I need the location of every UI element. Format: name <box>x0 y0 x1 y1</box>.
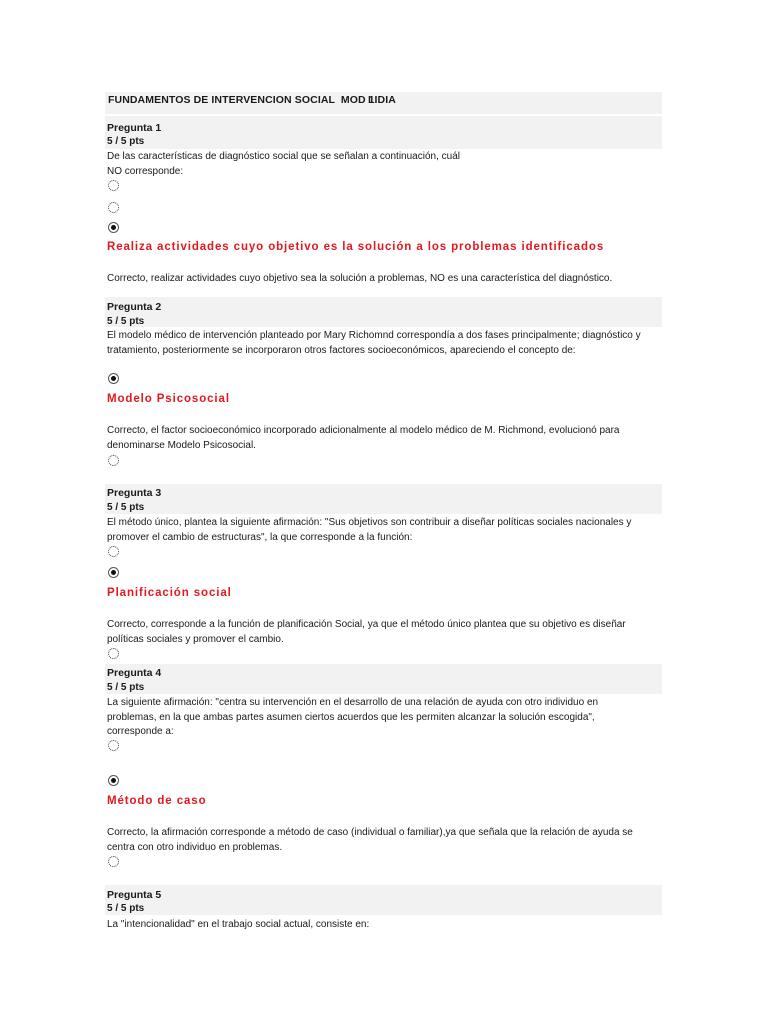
question-1-header <box>105 116 662 149</box>
course-title: FUNDAMENTOS DE INTERVENCION SOCIAL MOD 1 <box>108 94 375 106</box>
question-2-text-line-1: El modelo médico de intervención planteado por Mary Richomnd correspondía a dos fases principalmente; diagnóstico y <box>107 330 641 341</box>
question-5-header <box>105 885 662 915</box>
question-3-radio-option[interactable] <box>108 546 119 557</box>
question-1-text-line-2: NO corresponde: <box>107 166 184 177</box>
question-4-text-line-3: corresponde a: <box>107 726 174 737</box>
question-3-radio-selected[interactable] <box>108 567 119 578</box>
question-5-score: 5 / 5 pts <box>107 903 145 914</box>
question-3-feedback-line-1: Correcto, corresponde a la función de planificación Social, ya que el método único plantea que su objetivo es diseñar <box>107 619 626 630</box>
student-name: LIDIA <box>368 94 396 106</box>
question-5-title: Pregunta 5 <box>107 889 162 901</box>
question-4-radio-selected[interactable] <box>108 775 119 786</box>
question-5-text-line-1: La "intencionalidad" en el trabajo social actual, consiste en: <box>107 919 370 930</box>
question-1-title: Pregunta 1 <box>107 122 162 134</box>
question-4-feedback-line-2: centra con otro individuo en problemas. <box>107 842 283 853</box>
question-3-title: Pregunta 3 <box>107 487 162 499</box>
question-4-feedback-line-1: Correcto, la afirmación corresponde a método de caso (individual o familiar),ya que señala que la relación de ayuda se <box>107 827 633 838</box>
question-4-radio-option[interactable] <box>108 740 119 751</box>
question-3-text-line-2: promover el cambio de estructuras", la que corresponde a la función: <box>107 532 413 543</box>
question-4-radio-option[interactable] <box>108 856 119 867</box>
question-1-radio-option[interactable] <box>108 202 119 213</box>
question-1-answer: Realiza actividades cuyo objetivo es la solución a los problemas identificados <box>107 241 605 253</box>
question-3-header <box>105 484 662 514</box>
question-2-header <box>105 297 662 327</box>
question-3-feedback-line-2: políticas sociales y promover el cambio. <box>107 634 284 645</box>
question-3-score: 5 / 5 pts <box>107 502 145 513</box>
question-2-answer: Modelo Psicosocial <box>107 393 230 405</box>
question-1-text-line-1: De las características de diagnóstico social que se señalan a continuación, cuál <box>107 151 460 162</box>
question-4-text-line-1: La siguiente afirmación: "centra su intervención en el desarrollo de una relación de ayuda con otro individuo en <box>107 697 599 708</box>
question-2-score: 5 / 5 pts <box>107 316 145 327</box>
question-2-feedback-line-2: denominarse Modelo Psicosocial. <box>107 440 256 451</box>
question-2-radio-option[interactable] <box>108 455 119 466</box>
question-1-feedback-line-1: Correcto, realizar actividades cuyo objetivo sea la solución a problemas, NO es una característica del diagnóstico. <box>107 273 613 284</box>
question-4-title: Pregunta 4 <box>107 667 162 679</box>
question-4-header <box>105 664 662 694</box>
question-4-score: 5 / 5 pts <box>107 682 145 693</box>
question-2-text-line-2: tratamiento, posteriormente se incorporaron otros factores socioeconómicos, apareciendo el concepto de: <box>107 345 576 356</box>
question-1-radio-selected[interactable] <box>108 222 119 233</box>
question-2-feedback-line-1: Correcto, el factor socioeconómico incorporado adicionalmente al modelo médico de M. Richmond, evolucionó para <box>107 425 620 436</box>
question-4-answer: Método de caso <box>107 795 207 807</box>
question-4-text-line-2: problemas, en la que ambas partes asumen ciertos acuerdos que les permiten alcanzar la solución escogida", <box>107 712 595 723</box>
question-1-radio-option[interactable] <box>108 180 119 191</box>
question-2-radio-selected[interactable] <box>108 373 119 384</box>
question-2-title: Pregunta 2 <box>107 301 162 313</box>
question-1-score: 5 / 5 pts <box>107 136 145 147</box>
question-3-answer: Planificación social <box>107 587 232 599</box>
question-3-text-line-1: El método único, plantea la siguiente afirmación: "Sus objetivos son contribuir a diseñar políticas sociales nacionales y <box>107 517 632 528</box>
question-3-radio-option[interactable] <box>108 648 119 659</box>
